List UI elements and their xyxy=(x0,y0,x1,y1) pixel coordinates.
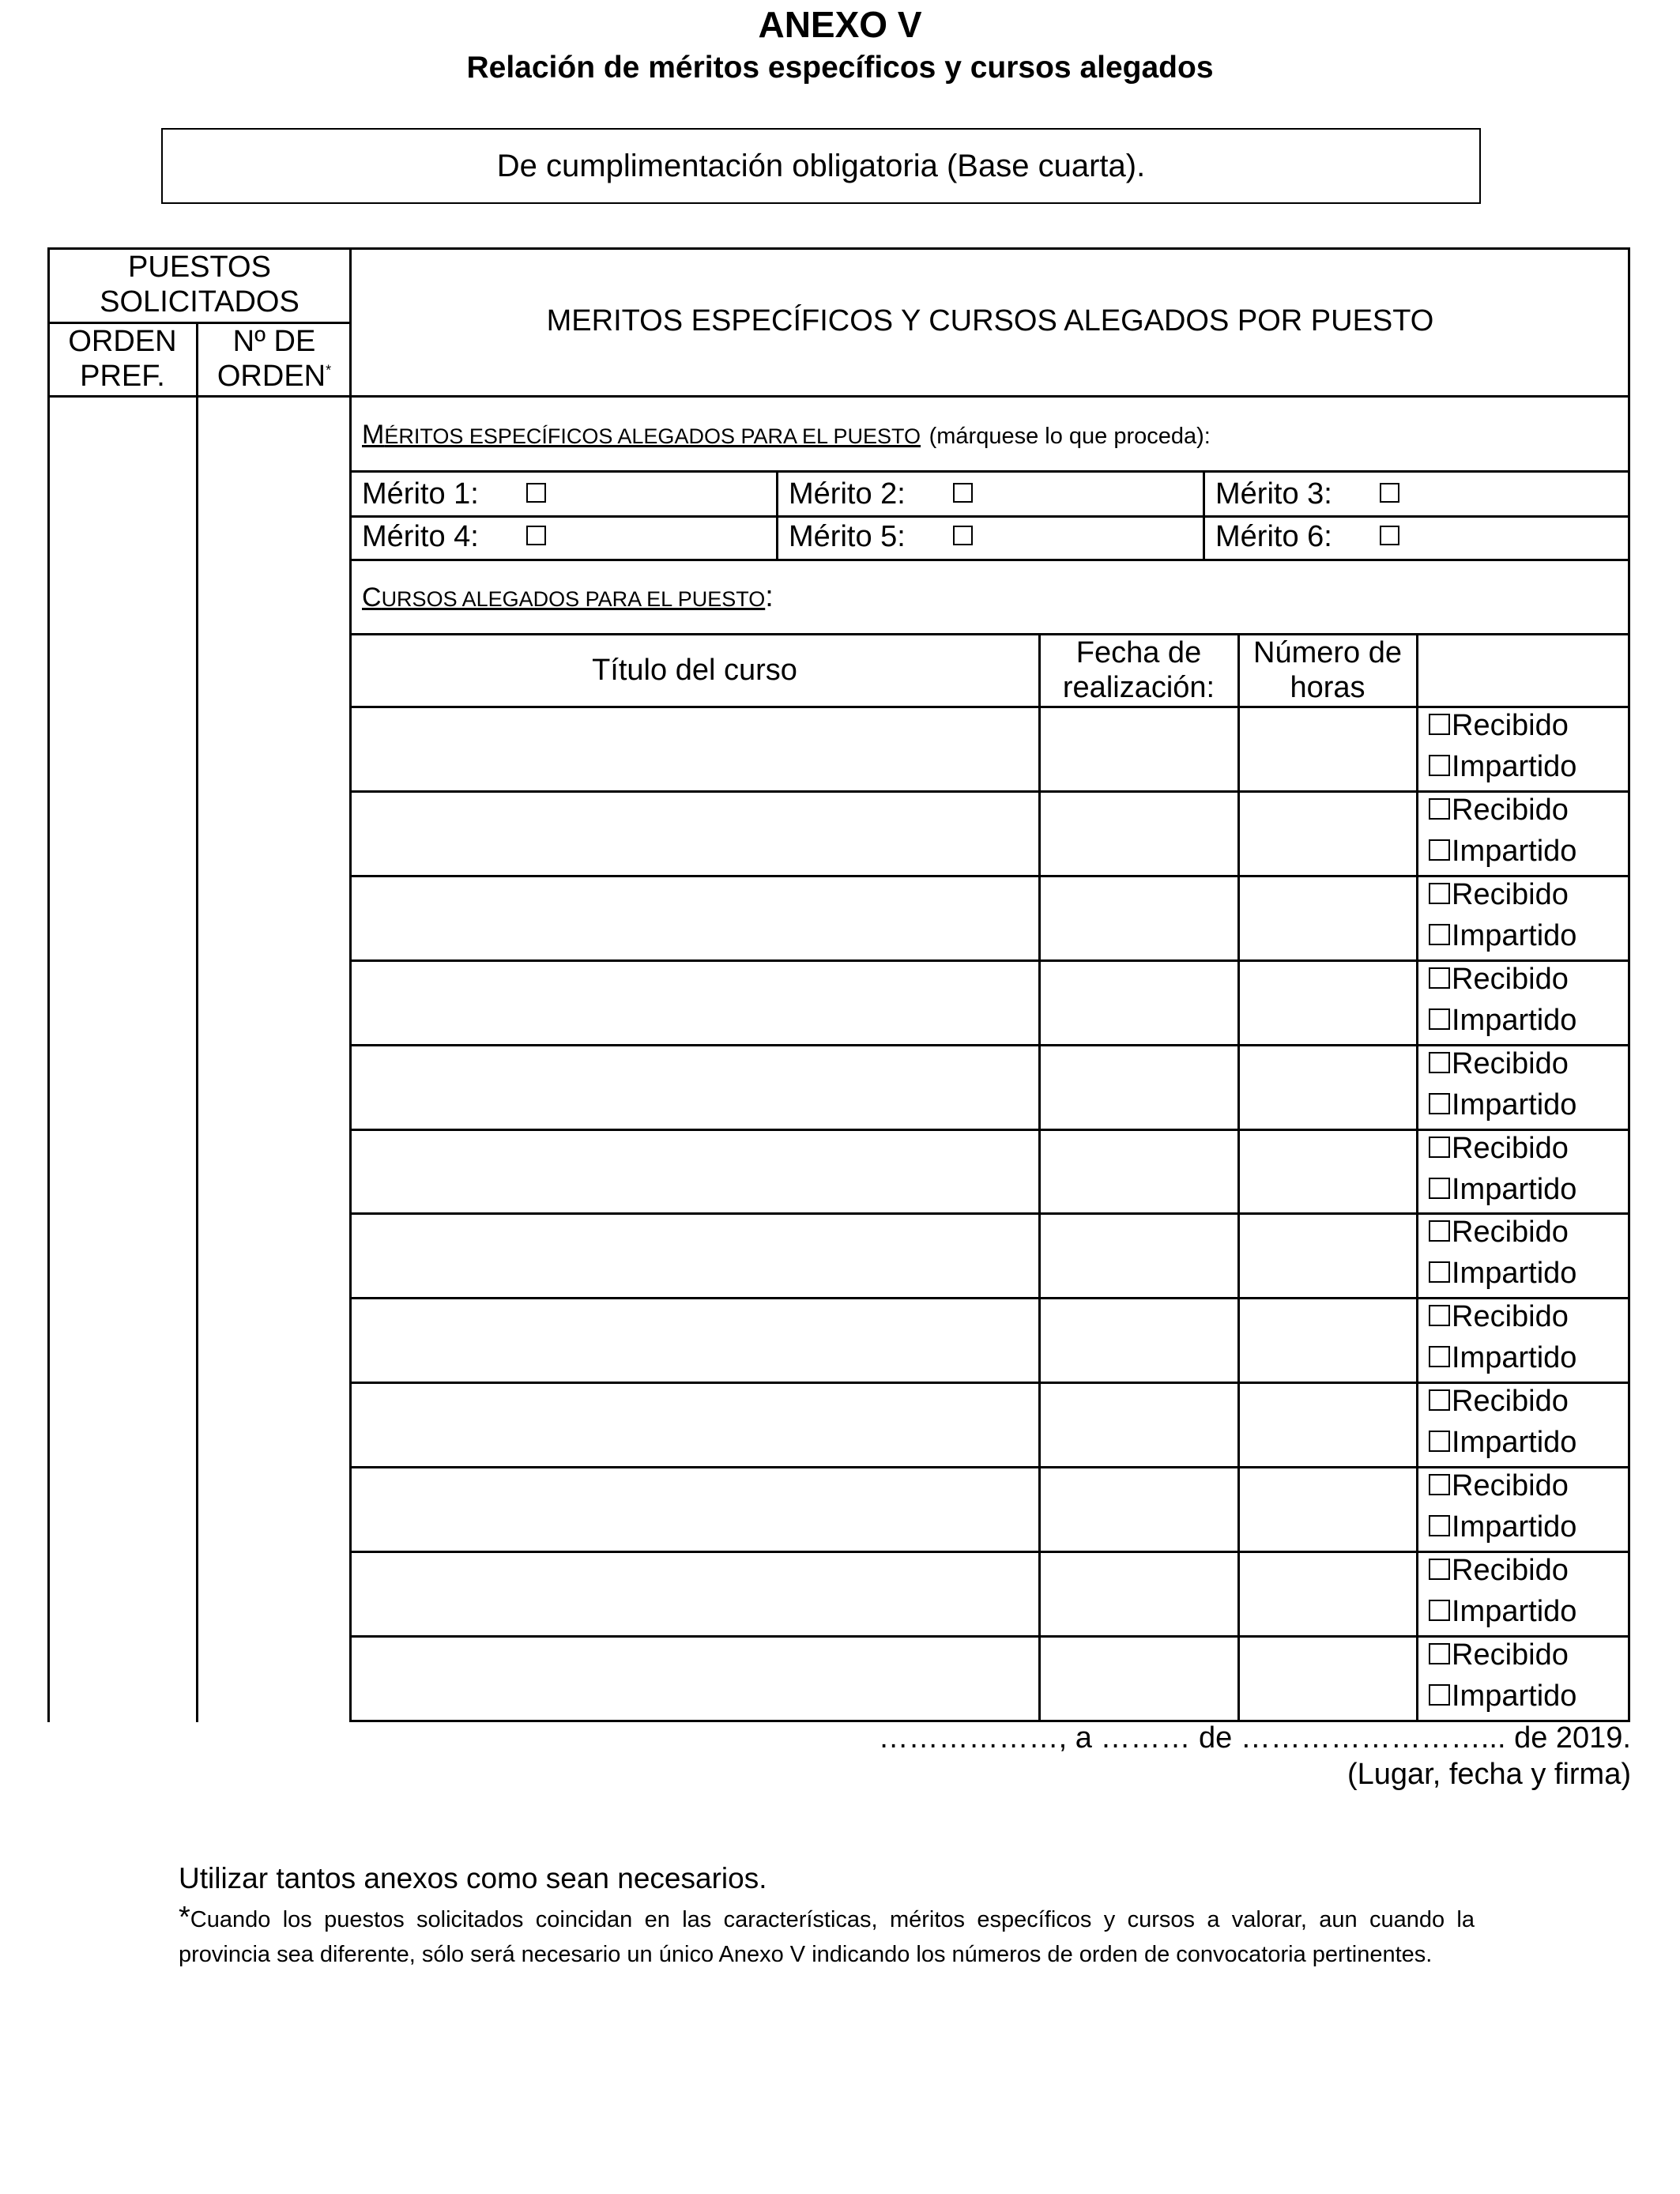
merit-4 xyxy=(362,520,499,554)
checkbox-icon[interactable] xyxy=(1429,1008,1450,1030)
course-option-label: Recibido xyxy=(1452,1554,1569,1587)
course-option-label: Recibido xyxy=(1452,878,1569,911)
page-subtitle: Relación de méritos específicos y cursos alegados xyxy=(466,51,1214,85)
course-col-divider-1 xyxy=(1038,633,1041,1722)
orden-divider xyxy=(196,322,198,1722)
course-option-recibido[interactable] xyxy=(1429,878,1569,912)
course-option-impartido[interactable] xyxy=(1429,1004,1576,1038)
merit-1-label: Mérito 1: xyxy=(362,477,479,511)
course-row-line xyxy=(349,1212,1630,1215)
num-orden-line2: ORDEN xyxy=(217,360,326,393)
course-option-label: Impartido xyxy=(1452,750,1577,783)
course-option-impartido[interactable] xyxy=(1429,835,1576,869)
col-horas-header xyxy=(1239,635,1416,705)
course-option-impartido[interactable] xyxy=(1429,750,1576,784)
merit-4-checkbox[interactable] xyxy=(526,526,546,545)
course-row-line xyxy=(349,1297,1630,1299)
checkbox-icon[interactable] xyxy=(1429,714,1450,735)
col-titulo-header: Título del curso xyxy=(592,654,797,687)
checkbox-icon[interactable] xyxy=(1429,1431,1450,1452)
course-row-line xyxy=(349,875,1630,877)
course-option-recibido[interactable] xyxy=(1429,794,1569,827)
checkbox-icon[interactable] xyxy=(1429,798,1450,820)
checkbox-icon[interactable] xyxy=(1429,1600,1450,1621)
course-row-line xyxy=(349,1382,1630,1384)
checkbox-icon[interactable] xyxy=(1429,1559,1450,1580)
num-orden-header xyxy=(198,324,351,394)
course-row-line xyxy=(349,790,1630,793)
checkbox-icon[interactable] xyxy=(1429,1389,1450,1411)
course-option-recibido[interactable] xyxy=(1429,1216,1569,1250)
merit-5-checkbox[interactable] xyxy=(953,526,973,545)
course-option-impartido[interactable] xyxy=(1429,1426,1576,1460)
cursos-section-line xyxy=(349,633,1630,635)
meritos-hint: (márquese lo que proceda): xyxy=(929,424,1211,449)
course-option-recibido[interactable] xyxy=(1429,1047,1569,1081)
course-option-label: Recibido xyxy=(1452,1469,1569,1502)
cursos-section-title xyxy=(362,580,765,613)
checkbox-icon[interactable] xyxy=(1429,883,1450,904)
footer-note-text: Cuando los puestos solicitados coincidan en las características, méritos específicos y cursos a valorar, aun cuando la provincia sea diferente, sólo será necesario un único Anexo V indicando los números de orden de convocatoria pertinentes. xyxy=(179,1907,1475,1967)
merit-6-checkbox[interactable] xyxy=(1380,526,1399,545)
course-option-label: Impartido xyxy=(1452,1510,1577,1544)
course-option-label: Impartido xyxy=(1452,1173,1577,1206)
signature-line: ………………, a ……… de ……………………... de 2019. xyxy=(878,1721,1631,1755)
course-option-impartido[interactable] xyxy=(1429,1173,1576,1207)
checkbox-icon[interactable] xyxy=(1429,1474,1450,1495)
course-option-label: Recibido xyxy=(1452,1638,1569,1672)
merit-2-label: Mérito 2: xyxy=(789,477,906,511)
meritos-rest: ÉRITOS ESPECÍFICOS ALEGADOS PARA EL PUESTO xyxy=(384,424,921,448)
course-option-recibido[interactable] xyxy=(1429,1300,1569,1334)
merit-6-label: Mérito 6: xyxy=(1215,520,1332,553)
course-option-recibido[interactable] xyxy=(1429,1385,1569,1419)
meritos-first-letter: M xyxy=(362,420,385,450)
cursos-rest: URSOS ALEGADOS PARA EL PUESTO xyxy=(381,587,766,611)
merit-2 xyxy=(789,477,925,511)
course-option-impartido[interactable] xyxy=(1429,1510,1576,1544)
checkbox-icon[interactable] xyxy=(1429,1261,1450,1283)
course-option-label: Impartido xyxy=(1452,1088,1577,1122)
merit-row-line-2 xyxy=(349,559,1630,561)
course-option-recibido[interactable] xyxy=(1429,1638,1569,1672)
checkbox-icon[interactable] xyxy=(1429,1346,1450,1367)
checkbox-icon[interactable] xyxy=(1429,1515,1450,1536)
puestos-solicitados-header xyxy=(47,250,352,319)
cursos-colon: : xyxy=(765,580,774,613)
header-bottom-border xyxy=(47,395,1630,398)
course-option-label: Impartido xyxy=(1452,1679,1577,1713)
orden-pref-header xyxy=(47,324,198,394)
meritos-section-label xyxy=(362,417,1211,451)
course-option-label: Recibido xyxy=(1452,1385,1569,1418)
course-row-line xyxy=(349,959,1630,962)
course-option-recibido[interactable] xyxy=(1429,1469,1569,1503)
cursos-section-label xyxy=(362,580,774,614)
footer-note-mark: * xyxy=(179,1901,190,1934)
merit-row-line xyxy=(349,515,1630,518)
course-option-recibido[interactable] xyxy=(1429,709,1569,743)
notice-box xyxy=(161,128,1481,204)
left-border xyxy=(47,247,50,1722)
meritos-section-title xyxy=(362,417,921,450)
merit-4-label: Mérito 4: xyxy=(362,520,479,553)
course-header-line xyxy=(349,706,1630,708)
course-row-line xyxy=(349,1551,1630,1553)
orden-pref-line2: PREF. xyxy=(80,360,165,393)
footer-note-2 xyxy=(179,1900,1475,1972)
merit-2-checkbox[interactable] xyxy=(953,483,973,503)
footer-note-1: Utilizar tantos anexos como sean necesarios. xyxy=(179,1862,767,1894)
col-fecha-header xyxy=(1040,635,1237,705)
checkbox-icon[interactable] xyxy=(1429,1093,1450,1114)
merit-3 xyxy=(1215,477,1352,511)
merit-5-label: Mérito 5: xyxy=(789,520,906,553)
course-option-label: Recibido xyxy=(1452,1216,1569,1249)
checkbox-icon[interactable] xyxy=(1429,1305,1450,1326)
merit-col-divider-2 xyxy=(1203,470,1205,561)
course-row-line xyxy=(349,1466,1630,1468)
puestos-solicitados-label: PUESTOS SOLICITADOS xyxy=(100,251,299,319)
page-title: ANEXO V xyxy=(758,4,922,45)
num-orden-mark: * xyxy=(326,362,332,379)
course-option-label: Recibido xyxy=(1452,709,1569,742)
checkbox-icon[interactable] xyxy=(1429,924,1450,945)
right-border xyxy=(1628,247,1630,1722)
course-row-line xyxy=(349,1044,1630,1046)
course-option-impartido[interactable] xyxy=(1429,1679,1576,1713)
course-row-line xyxy=(349,1129,1630,1131)
course-option-impartido[interactable] xyxy=(1429,1595,1576,1629)
checkbox-icon[interactable] xyxy=(1429,1220,1450,1242)
merit-6 xyxy=(1215,520,1352,554)
course-col-divider-2 xyxy=(1237,633,1240,1722)
col-fecha-line1: Fecha de xyxy=(1075,636,1202,669)
course-option-label: Recibido xyxy=(1452,1300,1569,1333)
course-option-label: Impartido xyxy=(1452,835,1577,868)
col-horas-line1: Número de xyxy=(1253,636,1402,669)
course-option-label: Impartido xyxy=(1452,1595,1577,1628)
notice-text: De cumplimentación obligatoria (Base cuarta). xyxy=(496,148,1146,183)
col-fecha-line2: realización: xyxy=(1062,671,1215,704)
checkbox-icon[interactable] xyxy=(1429,1178,1450,1199)
orden-pref-line1: ORDEN xyxy=(68,325,177,358)
course-option-impartido[interactable] xyxy=(1429,1088,1576,1122)
course-option-label: Recibido xyxy=(1452,1132,1569,1165)
course-option-label: Impartido xyxy=(1452,919,1577,952)
checkbox-icon[interactable] xyxy=(1429,1052,1450,1073)
course-option-recibido[interactable] xyxy=(1429,1132,1569,1166)
course-option-label: Impartido xyxy=(1452,1341,1577,1374)
meritos-left-border xyxy=(349,247,352,1722)
merit-1 xyxy=(362,477,499,511)
meritos-header: MERITOS ESPECÍFICOS Y CURSOS ALEGADOS POR PUESTO xyxy=(546,304,1434,337)
course-option-label: Recibido xyxy=(1452,1047,1569,1080)
course-option-impartido[interactable] xyxy=(1429,1341,1576,1375)
merit-3-label: Mérito 3: xyxy=(1215,477,1332,511)
checkbox-icon[interactable] xyxy=(1429,1137,1450,1158)
merit-col-divider-1 xyxy=(776,470,778,561)
merit-3-checkbox[interactable] xyxy=(1380,483,1399,503)
num-orden-line1: Nº DE xyxy=(232,325,316,358)
course-col-divider-3 xyxy=(1416,633,1418,1722)
checkbox-icon[interactable] xyxy=(1429,755,1450,776)
checkbox-icon[interactable] xyxy=(1429,1684,1450,1706)
checkbox-icon[interactable] xyxy=(1429,839,1450,861)
course-option-recibido[interactable] xyxy=(1429,963,1569,997)
checkbox-icon[interactable] xyxy=(1429,967,1450,989)
course-row-line xyxy=(349,1635,1630,1638)
course-option-label: Recibido xyxy=(1452,963,1569,996)
course-option-recibido[interactable] xyxy=(1429,1554,1569,1588)
course-option-impartido[interactable] xyxy=(1429,919,1576,953)
meritos-section-line xyxy=(349,470,1630,473)
signature-caption: (Lugar, fecha y firma) xyxy=(1347,1758,1631,1791)
course-option-label: Recibido xyxy=(1452,794,1569,827)
course-option-label: Impartido xyxy=(1452,1257,1577,1290)
checkbox-icon[interactable] xyxy=(1429,1643,1450,1664)
merit-5 xyxy=(789,520,925,554)
course-option-label: Impartido xyxy=(1452,1426,1577,1459)
col-horas-line2: horas xyxy=(1290,671,1365,704)
merit-1-checkbox[interactable] xyxy=(526,483,546,503)
course-option-impartido[interactable] xyxy=(1429,1257,1576,1291)
course-option-label: Impartido xyxy=(1452,1004,1577,1037)
cursos-first-letter: C xyxy=(362,582,382,613)
